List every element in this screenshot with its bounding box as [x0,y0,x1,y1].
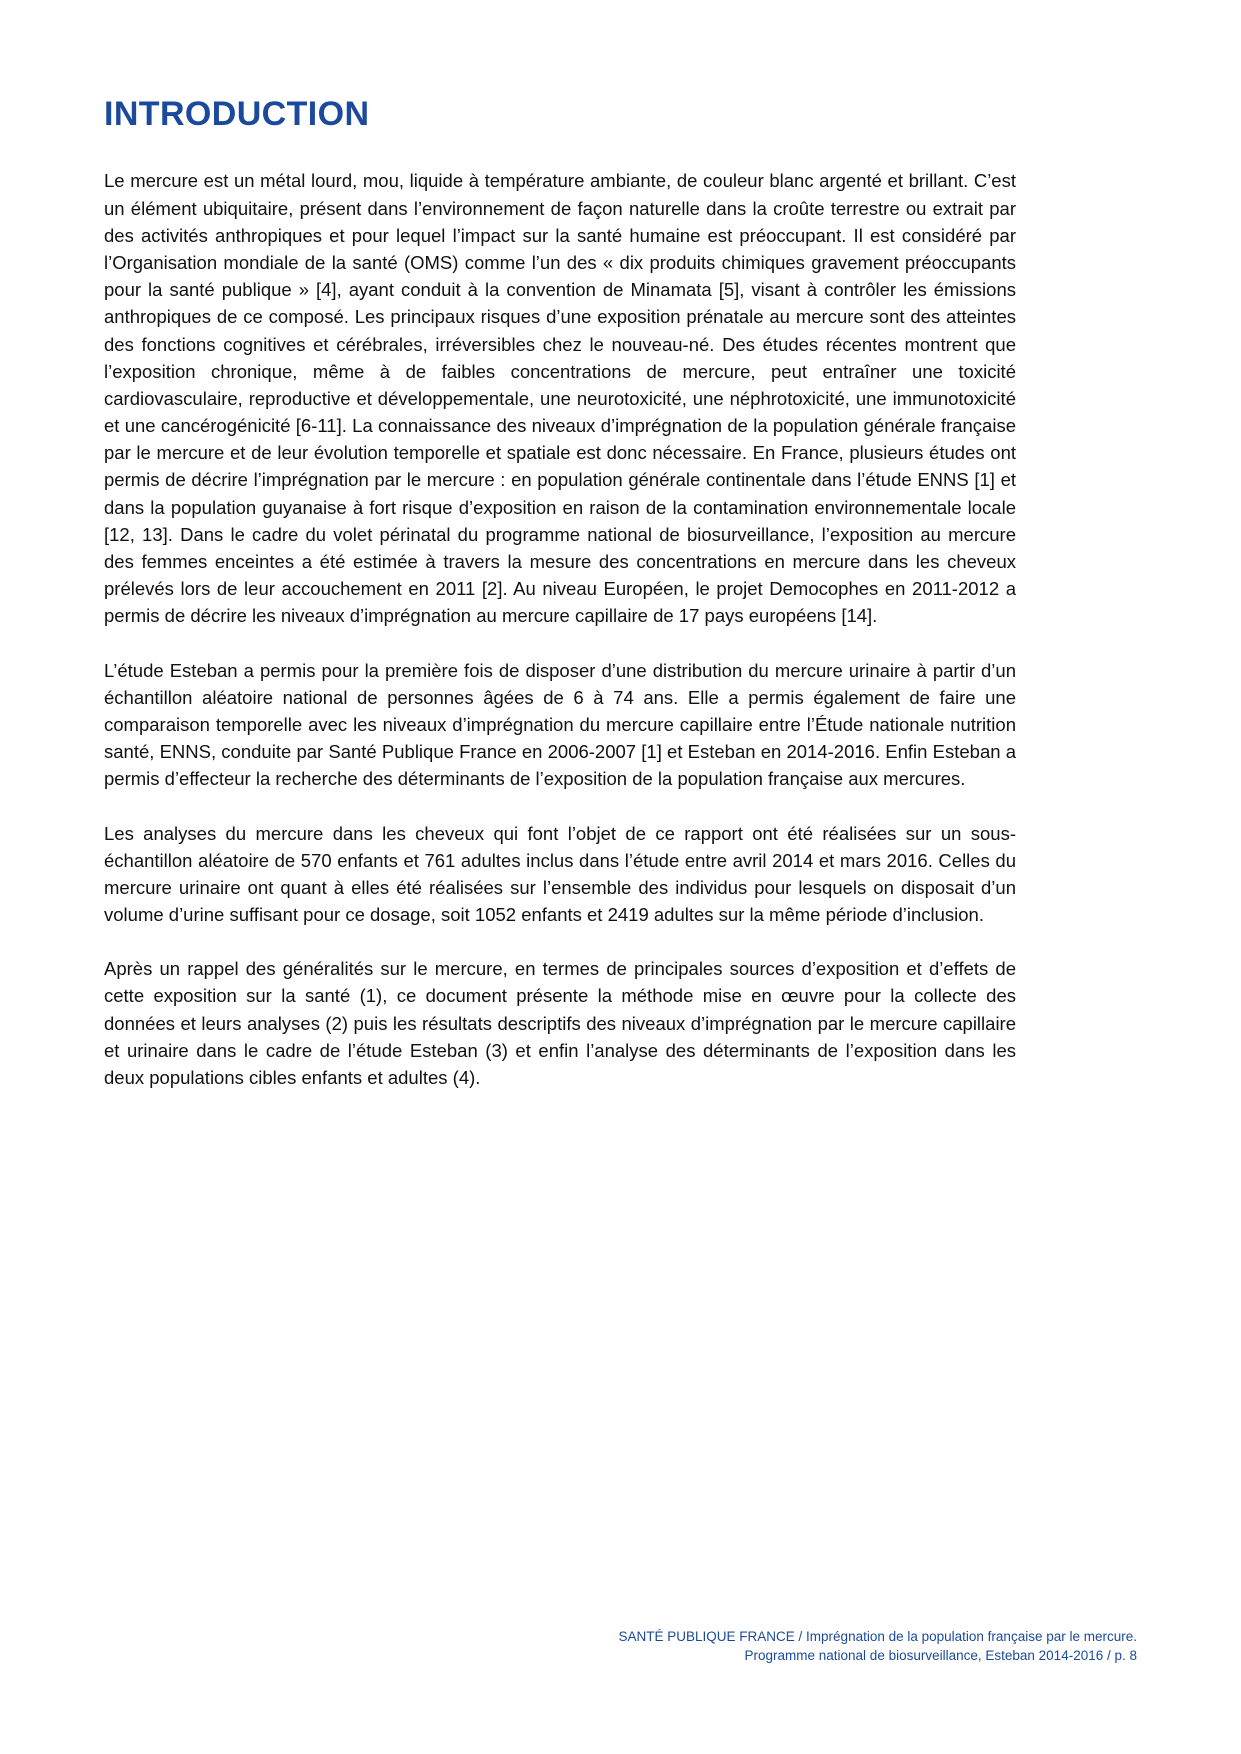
body-paragraph-1: Le mercure est un métal lourd, mou, liquide à température ambiante, de couleur blanc argenté et brillant. C’est un élément ubiquitaire, présent dans l’environnement de façon naturelle dans la croûte terrestre ou extrait par des activités anthropiques et pour lequel l’impact sur la santé humaine est préoccupant. Il est considéré par l’Organisation mondiale de la santé (OMS) comme l’un des « dix produits chimiques gravement préoccupants pour la santé publique » [4], ayant conduit à la convention de Minamata [5], visant à contrôler les émissions anthropiques de ce composé. Les principaux risques d’une exposition prénatale au mercure sont des atteintes des fonctions cognitives et cérébrales, irréversibles chez le nouveau-né. Des études récentes montrent que l’exposition chronique, même à de faibles concentrations de mercure, peut entraîner une toxicité cardiovasculaire, reproductive et développementale, une neurotoxicité, une néphrotoxicité, une immunotoxicité et une cancérogénicité [6-11]. La connaissance des niveaux d’imprégnation de la population générale française par le mercure et de leur évolution temporelle et spatiale est donc nécessaire. En France, plusieurs études ont permis de décrire l’imprégnation par le mercure : en population générale continentale dans l’étude ENNS [1] et dans la population guyanaise à fort risque d’exposition en raison de la contamination environnementale locale [12, 13]. Dans le cadre du volet périnatal du programme national de biosurveillance, l’exposition au mercure des femmes enceintes a été estimée à travers la mesure des concentrations en mercure dans les cheveux prélevés lors de leur accouchement en 2011 [2]. Au niveau Européen, le projet Democophes en 2011-2012 a permis de décrire les niveaux d’imprégnation au mercure capillaire de 17 pays européens [14]. [104,170,1016,627]
body-paragraph-3: Les analyses du mercure dans les cheveux qui font l’objet de ce rapport ont été réalisées sur un sous-échantillon aléatoire de 570 enfants et 761 adultes inclus dans l’étude entre avril 2014 et mars 2016. Celles du mercure urinaire ont quant à elles été réalisées sur l’ensemble des individus pour lesquels on disposait d’un volume d’urine suffisant pour ce dosage, soit 1052 enfants et 2419 adultes sur la même période d’inclusion. [104,822,1016,926]
body-paragraph-4: Après un rappel des généralités sur le mercure, en termes de principales sources d’exposition et d’effets de cette exposition sur la santé (1), ce document présente la méthode mise en œuvre pour la collecte des données et leurs analyses (2) puis les résultats descriptifs des niveaux d’imprégnation par le mercure capillaire et urinaire dans le cadre de l’étude Esteban (3) et enfin l’analyse des déterminants de l’exposition dans les deux populations cibles enfants et adultes (4). [104,958,1016,1089]
body-paragraph-2: L’étude Esteban a permis pour la première fois de disposer d’une distribution du mercure urinaire à partir d’un échantillon aléatoire national de personnes âgées de 6 à 74 ans. Elle a permis également de faire une comparaison temporelle avec les niveaux d’imprégnation du mercure capillaire entre l’Étude nationale nutrition santé, ENNS, conduite par Santé Publique France en 2006-2007 [1] et Esteban en 2014-2016. Enfin Esteban a permis d’effecteur la recherche des déterminants de l’exposition de la population française aux mercures. [104,659,1016,790]
footer-line-programme-page: Programme national de biosurveillance, Esteban 2014-2016 / p. 8 [744,1648,1137,1664]
page-footer [104,1627,1137,1666]
page-content [104,96,1016,1091]
page-title: INTRODUCTION [104,95,370,133]
footer-line-organisation: SANTÉ PUBLIQUE FRANCE / Imprégnation de la population française par le mercure. [618,1628,1137,1644]
